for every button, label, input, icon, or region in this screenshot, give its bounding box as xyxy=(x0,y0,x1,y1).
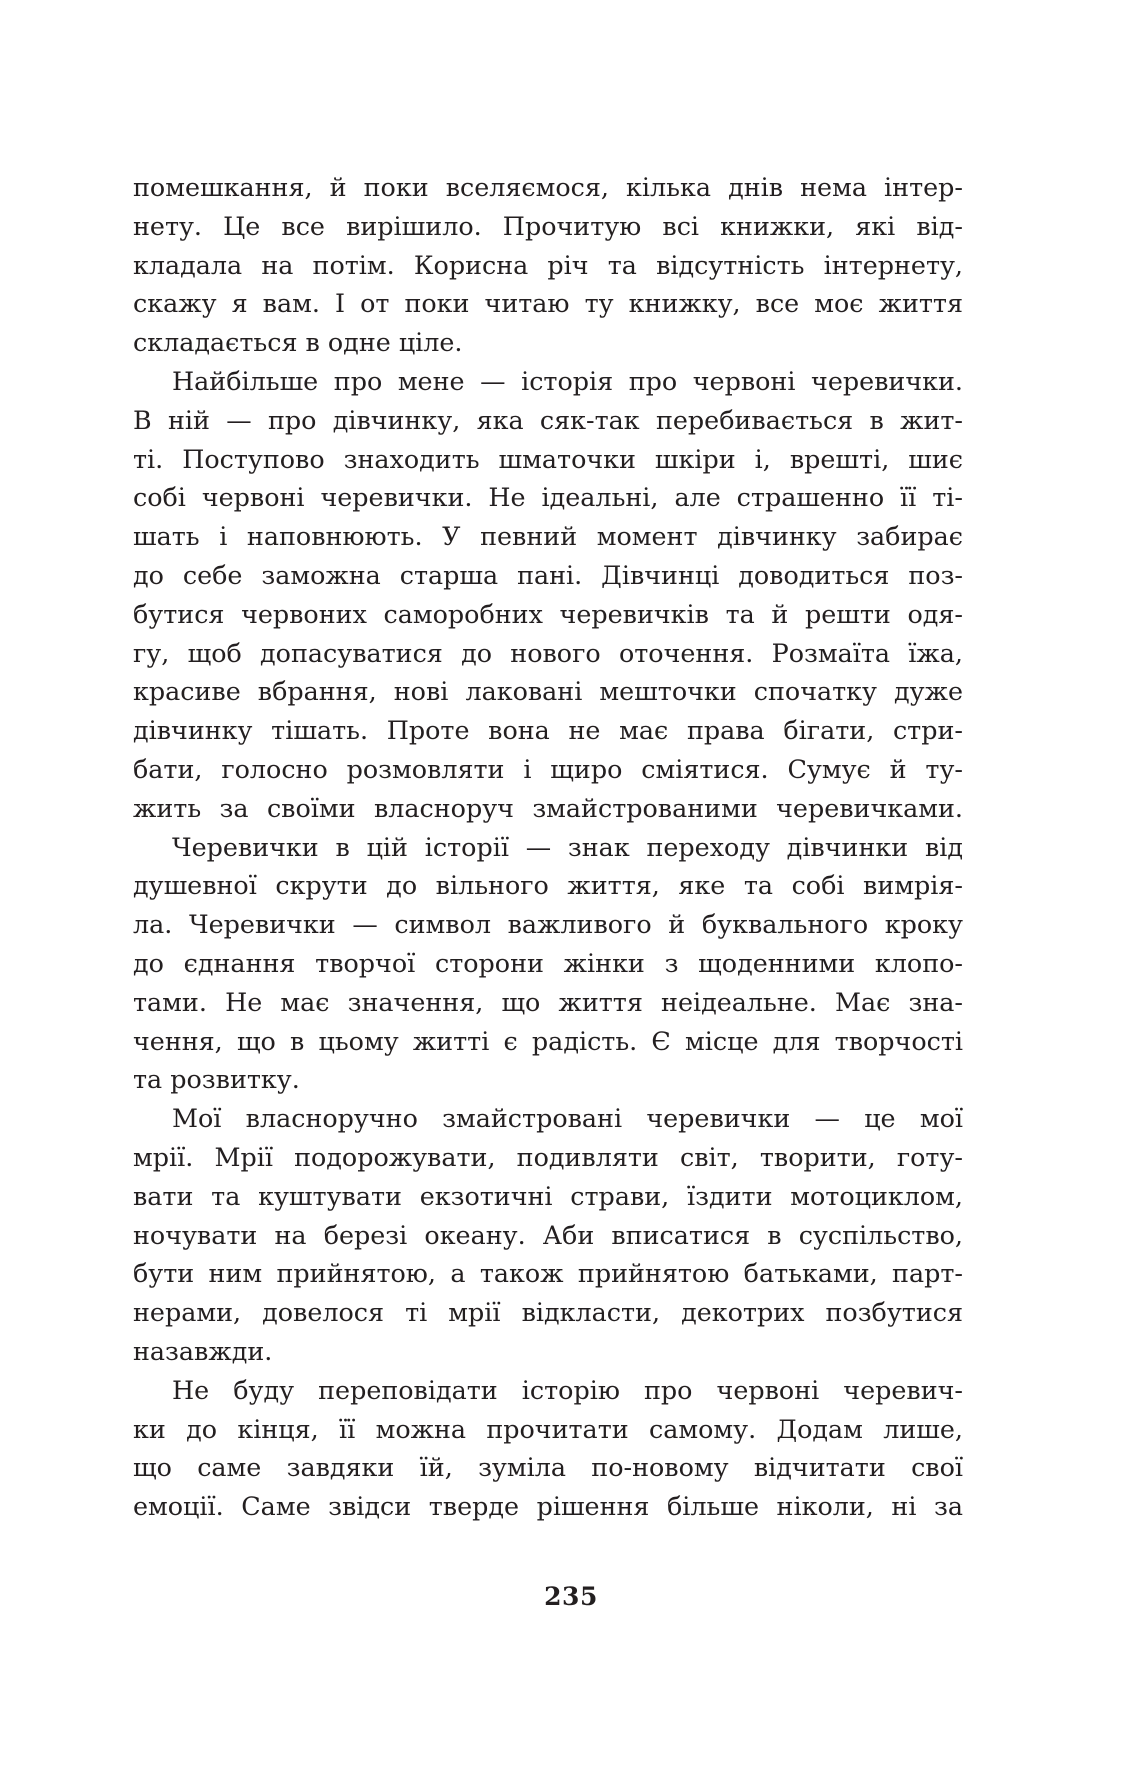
text-line: дівчинку тішать. Проте вона не має права бігати, стри- xyxy=(133,715,963,746)
text-line: чення, що в цьому житті є радість. Є місце для творчості xyxy=(133,1025,963,1056)
text-line: до єднання творчої сторони жінки з щоденними клопо- xyxy=(133,947,963,978)
text-line: жить за своїми власноруч змайстрованими черевичками. xyxy=(133,792,963,823)
text-line: Мої власноручно змайстровані черевички — це мої xyxy=(172,1103,963,1134)
paragraph-5 xyxy=(133,1371,963,1526)
paragraph-3 xyxy=(133,828,963,1100)
text-line: бати, голосно розмовляти і щиро сміятися. Сумує й ту- xyxy=(133,753,963,784)
text-line: помешкання, й поки вселяємося, кілька днів нема інтер- xyxy=(133,172,963,202)
text-line: мрії. Мрії подорожувати, подивляти світ, творити, готу- xyxy=(133,1141,963,1172)
text-line: складається в одне ціле. xyxy=(133,327,463,358)
text-line: скажу я вам. І от поки читаю ту книжку, все моє життя xyxy=(133,288,963,319)
text-line: Найбільше про мене — історія про червоні черевички. xyxy=(172,365,963,396)
text-line: кладала на потім. Корисна річ та відсутність інтернету, xyxy=(133,249,963,280)
text-line: гу, щоб допасуватися до нового оточення. Розмаїта їжа, xyxy=(133,637,963,668)
text-line: Черевички в цій історії — знак переходу дівчинки від xyxy=(172,831,963,862)
text-line: В ній — про дівчинку, яка сяк-так перебивається в жит- xyxy=(133,404,963,435)
text-line: собі червоні черевички. Не ідеальні, але страшенно її ті- xyxy=(133,482,963,513)
text-line: що саме завдяки їй, зуміла по-новому відчитати свої xyxy=(133,1452,963,1483)
text-line: красиве вбрання, нові лаковані мешточки спочатку дуже xyxy=(133,676,963,707)
text-line: душевної скрути до вільного життя, яке та собі вимрія- xyxy=(133,870,963,901)
text-line: назавжди. xyxy=(133,1335,273,1366)
text-line: ла. Черевички — символ важливого й буквального кроку xyxy=(133,909,963,940)
text-line: Не буду переповідати історію про червоні черевич- xyxy=(172,1374,963,1405)
text-line: ки до кінця, її можна прочитати самому. Додам лише, xyxy=(133,1413,963,1444)
text-line: тами. Не має значення, що життя неідеальне. Має зна- xyxy=(133,986,963,1017)
paragraph-1 xyxy=(133,168,963,362)
text-line: ночувати на березі океану. Аби вписатися в суспільство, xyxy=(133,1219,963,1250)
page-number: 235 xyxy=(544,1582,598,1611)
text-line: та розвитку. xyxy=(133,1064,300,1095)
text-line: вати та куштувати екзотичні страви, їздити мотоциклом, xyxy=(133,1180,963,1211)
text-line: бутися червоних саморобних черевичків та й решти одя- xyxy=(133,598,963,629)
paragraph-2 xyxy=(133,362,963,828)
text-line: нерами, довелося ті мрії відкласти, декотрих позбутися xyxy=(133,1297,963,1328)
text-line: емоції. Саме звідси тверде рішення більше ніколи, ні за xyxy=(133,1491,963,1522)
text-line: шать і наповнюють. У певний момент дівчинку забирає xyxy=(133,521,963,552)
body-text xyxy=(133,168,963,1526)
text-line: ті. Поступово знаходить шматочки шкіри і, врешті, шиє xyxy=(133,443,963,474)
paragraph-4 xyxy=(133,1099,963,1371)
text-line: до себе заможна старша пані. Дівчинці доводиться поз- xyxy=(133,559,963,590)
text-line: бути ним прийнятою, а також прийнятою батьками, парт- xyxy=(133,1258,963,1289)
text-line: нету. Це все вирішило. Прочитую всі книжки, які від- xyxy=(133,210,963,241)
